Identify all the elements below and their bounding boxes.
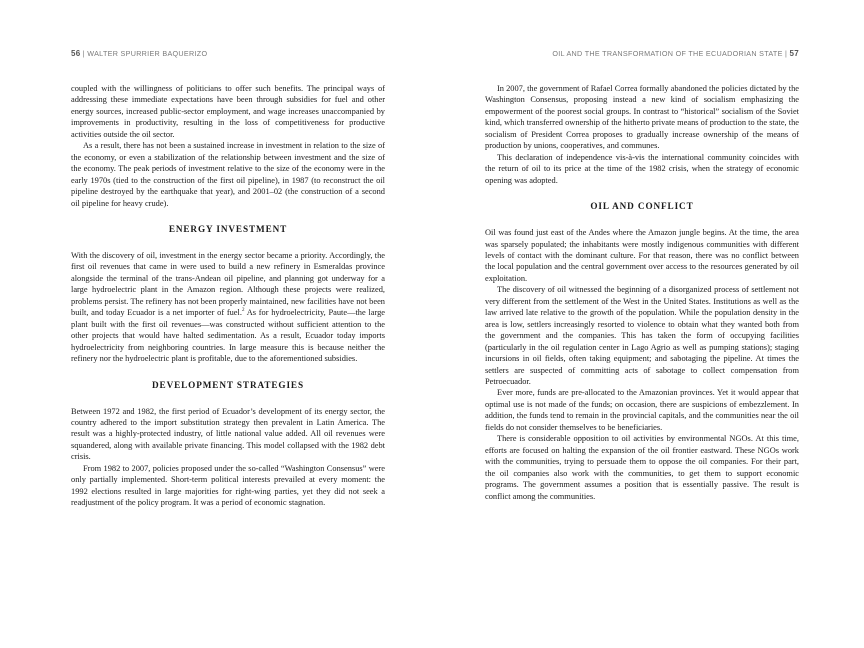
paragraph: The discovery of oil witnessed the beginning of a disorganized process of settlement not very different from the settlement of the West in the United States. Institutions as well as the law arrived late relative to the growth of the population. While the population density in the area is low, settlers increasingly resorted to violence to obtain what they wanted both from the government and the companies. This has taken the form of occupying facilities (particularly in the oil regulation center in Lago Agrio as well as pumping stations); staging incursions in oil fields, often taking equipment; and sabotaging the pipeline. At times the settlers are suspected of committing acts of sabotage to collect compensation from Petroecuador. — [485, 285, 799, 386]
section-heading-oil-and-conflict: OIL AND CONFLICT — [590, 201, 694, 212]
right-running-head-title: OIL AND THE TRANSFORMATION OF THE ECUADORIAN STATE — [552, 49, 783, 58]
footnote-marker: 2 — [241, 308, 245, 314]
paragraph: As a result, there has not been a sustained increase in investment in relation to the size of the economy, or even a stabilization of the relationship between investment and the size of the economy. The peak periods of investment relative to the size of the economy were in the early 1970s (tied to the construction of the first oil pipeline), in 1987 (to reconstruct the oil pipeline destroyed by the earthquake that year), and 2001–02 (the construction of a second oil pipeline for heavy crude). — [71, 141, 385, 208]
right-running-head: OIL AND THE TRANSFORMATION OF THE ECUADORIAN STATE | 57 — [552, 49, 799, 58]
section-heading-energy-investment: ENERGY INVESTMENT — [168, 223, 288, 234]
paragraph: Between 1972 and 1982, the first period of Ecuador’s development of its energy sector, the country adhered to the import substitution strategy then prevalent in Latin America. The result was a highly-protected industry, of little national value added. All oil revenues were squandered, along with available private financing. This model collapsed with the 1982 debt crisis. — [71, 406, 385, 462]
left-page — [71, 48, 385, 509]
paragraph: With the discovery of oil, investment in the energy sector became a priority. Accordingly, the first oil revenues that came in were used to build a new refinery in Esmeraldas province alongside the terminal of the trans-Andean oil pipeline, and planning got underway for a large hydroelectric plant in the Amazon region. Although these projects were realized, problems persist. The refinery has not been properly maintained, new facilities have not been built, and today Ecuador is a net importer of fuel.$^2$ As for hydroelectricity, Paute—the large plant built with the first oil revenues—was constructed without sufficient attention to the other projects that would have halted sedimentation. As a result, Ecuador today imports hydroelectricity from neighboring countries. In large measure this is because neither the refinery nor the hydroelectric plant is profitable, due to the aforementioned subsidies. — [71, 250, 386, 364]
left-page-number: 56 — [71, 49, 81, 58]
left-running-head-title: WALTER SPURRIER BAQUERIZO — [87, 49, 208, 58]
section-heading-development-strategies: DEVELOPMENT STRATEGIES — [152, 379, 304, 390]
right-page-number: 57 — [789, 49, 799, 58]
paragraph: This declaration of independence vis-à-vis the international community coincides with the return of oil to its price at the time of the 1982 crisis, when the strategy of economic opening was adopted. — [485, 152, 799, 185]
right-page-body — [485, 83, 799, 502]
right-page — [485, 48, 799, 502]
paragraph: In 2007, the government of Rafael Correa formally abandoned the policies dictated by the Washington Consensus, proposing instead a new kind of socialism emphasizing the empowerment of the poorest social groups. In contrast to “historical” socialism of the Soviet kind, which transferred ownership of the hitherto private means of production to the state, the socialism of President Correa proposes to gradually increase ownership of the means of production by unions, cooperatives, and communes. — [485, 84, 799, 151]
paragraph: Oil was found just east of the Andes where the Amazon jungle begins. At the time, the area was sparsely populated; the inhabitants were mostly indigenous communities with different levels of contact with the dominant culture. For that reason, there was no conflict between the local population and the central government over access to the resources generated by oil exploitation. — [485, 228, 799, 283]
paragraph: From 1982 to 2007, policies proposed under the so-called “Washington Consensus” were only partially implemented. Short-term political interests prevailed at every moment: the 1992 elections resulted in large majorities for right-wing parties, yet they did not seek a readjustment of the policy program. It was a period of economic stagnation. — [71, 463, 385, 508]
left-running-head: 56 | WALTER SPURRIER BAQUERIZO — [71, 49, 208, 58]
paragraph: coupled with the willingness of politicians to offer such benefits. The principal ways of addressing these immediate expectations have been through subsidies for fuel and other energy sources, increased public-sector employment, and wage increases unaccompanied by improvements in productivity, resulting in the loss of competitiveness for productive activities outside the oil sector. — [71, 84, 385, 139]
left-page-body — [71, 83, 385, 509]
paragraph: There is considerable opposition to oil activities by environmental NGOs. At this time, efforts are focused on halting the expansion of the oil frontier eastward. These NGOs work with the communities, trying to persuade them to oppose the oil companies. For their part, the oil companies also work with the communities, to get them to support economic programs. The government assumes a position that is essentially passive. The result is conflict among the communities. — [485, 434, 799, 501]
paragraph: Ever more, funds are pre-allocated to the Amazonian provinces. Yet it would appear that optimal use is not made of the funds; on occasion, there are suspicions of embezzlement. In addition, the funds tend to remain in the provincial capitals, and the communities near the oil fields do not consider themselves to be beneficiaries. — [485, 388, 799, 432]
